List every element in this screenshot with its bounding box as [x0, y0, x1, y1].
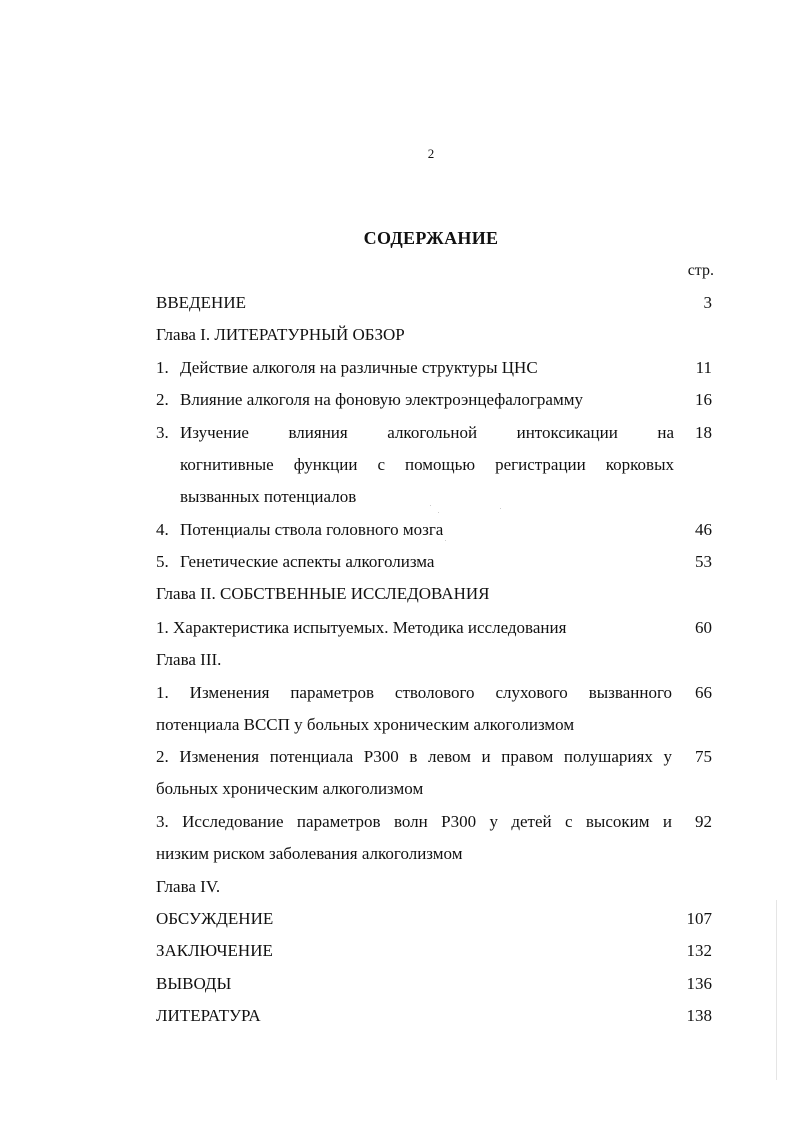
toc-entry-conclusion: ЗАКЛЮЧЕНИЕ: [156, 941, 273, 960]
toc-entry-1-3-line-2: когнитивные функции с помощью регистрации корковых: [180, 455, 674, 474]
toc-page-1-2: 16: [695, 390, 712, 409]
toc-entry-chapter-2: Глава II. СОБСТВЕННЫЕ ИССЛЕДОВАНИЯ: [156, 584, 490, 603]
toc-entry-3-2-line-1: 2. Изменения потенциала Р300 в левом и правом полушариях у: [156, 747, 672, 766]
toc-entry-1-2: [156, 389, 656, 411]
toc-entry-introduction: ВВЕДЕНИЕ: [156, 293, 246, 312]
toc-entry-chapter-1: Глава I. ЛИТЕРАТУРНЫЙ ОБЗОР: [156, 325, 405, 344]
scan-speck: [430, 505, 431, 506]
toc-entry-1-3-line-1: Изучение влияния алкогольной интоксикации на: [180, 423, 674, 442]
toc-entry-3-1-line-1: 1. Изменения параметров стволового слухового вызванного: [156, 683, 672, 702]
toc-page-3-1: 66: [695, 683, 712, 702]
toc-entry-discussion: ОБСУЖДЕНИЕ: [156, 909, 274, 928]
toc-entry-3-2-line-2: больных хроническим алкоголизмом: [156, 779, 424, 798]
toc-entry-number: 5.: [156, 552, 169, 571]
toc-page-introduction: 3: [703, 293, 712, 312]
toc-entry-3-3-line-2: низким риском заболевания алкоголизмом: [156, 844, 463, 863]
toc-page-1-3: 18: [695, 423, 712, 442]
page-number: 2: [427, 146, 435, 161]
toc-page-findings: 136: [686, 974, 712, 993]
toc-page-references: 138: [686, 1006, 712, 1025]
toc-title: СОДЕРЖАНИЕ: [363, 228, 499, 248]
toc-page-1-1: 11: [695, 358, 712, 377]
toc-page-discussion: 107: [686, 909, 712, 928]
toc-entry-references: ЛИТЕРАТУРА: [156, 1006, 261, 1025]
toc-entry-chapter-3: Глава III.: [156, 650, 222, 669]
toc-entry-number: 1.: [156, 358, 169, 377]
pages-column-header: стр.: [687, 262, 714, 279]
toc-page-conclusion: 132: [686, 941, 712, 960]
toc-entry-1-1: [156, 357, 656, 379]
toc-entry-2-1: 1. Характеристика испытуемых. Методика исследования: [156, 618, 567, 637]
toc-entry-text: Потенциалы ствола головного мозга: [180, 520, 444, 539]
scan-speck: [438, 512, 439, 513]
toc-entry-chapter-4: Глава IV.: [156, 877, 221, 896]
toc-entry-number: 4.: [156, 520, 169, 539]
toc-entry-1-3-line-3: вызванных потенциалов: [180, 487, 357, 506]
toc-page-2-1: 60: [695, 618, 712, 637]
toc-entry-1-5: [156, 551, 656, 573]
toc-page-1-4: 46: [695, 520, 712, 539]
scan-speck: [500, 508, 501, 509]
toc-entry-3-1-line-2: потенциала ВССП у больных хроническим алкоголизмом: [156, 715, 575, 734]
scan-edge-line: [776, 900, 777, 1080]
scan-speck: [445, 540, 446, 541]
toc-entry-findings: ВЫВОДЫ: [156, 974, 232, 993]
toc-page-3-3: 92: [695, 812, 712, 831]
toc-entry-text: Действие алкоголя на различные структуры ЦНС: [180, 358, 538, 377]
toc-entry-text: Генетические аспекты алкоголизма: [180, 552, 435, 571]
toc-page-1-5: 53: [695, 552, 712, 571]
toc-entry-1-4: [156, 519, 656, 541]
toc-entry-text: Влияние алкоголя на фоновую электроэнцефалограмму: [180, 390, 583, 409]
toc-page-3-2: 75: [695, 747, 712, 766]
toc-entry-number: 2.: [156, 390, 169, 409]
toc-entry-3-3-line-1: 3. Исследование параметров волн Р300 у детей с высоким и: [156, 812, 672, 831]
toc-entry-number: 3.: [156, 423, 169, 442]
